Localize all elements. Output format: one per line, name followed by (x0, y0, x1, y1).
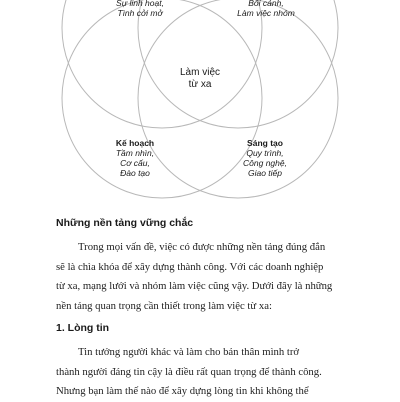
section-paragraph-2 (56, 343, 338, 402)
venn-center-line-2: từ xa (188, 79, 212, 90)
paragraph-line: thành người đáng tin cậy là điều rất quan trọng để thành công. (56, 365, 322, 378)
venn-top-left-line-2: Tình cởi mở (117, 8, 163, 19)
venn-center-text (160, 67, 240, 91)
paragraph-line: Tin tưởng người khác và làm cho bản thân mình trở (78, 346, 300, 358)
circle-top-right (138, 0, 338, 128)
venn-bottom-right-line-2: Công nghệ, (243, 158, 287, 169)
paragraph-line: từ xa, mạng lưới và nhóm làm việc cũng vậy. Dưới đây là những (56, 280, 333, 292)
circle-top-left (62, 0, 262, 128)
paragraph-line: Nhưng bạn làm thế nào để xây dựng lòng tin khi không thể (56, 385, 309, 397)
venn-bottom-left-text (90, 138, 180, 178)
venn-bottom-right-title: Sáng tạo (247, 138, 283, 148)
subheading-trust: 1. Lòng tin (56, 322, 110, 334)
paragraph-line: Trong mọi vấn đề, việc có được những nền tảng đúng đắn (78, 241, 326, 253)
venn-bottom-left-title: Kế hoạch (115, 138, 155, 148)
venn-bottom-right-line-1: Quy trình, (246, 148, 284, 159)
venn-bottom-left-line-3: Đào tạo (120, 168, 150, 179)
venn-top-right-line-1: Bối cảnh, (248, 0, 284, 8)
venn-bottom-left-line-1: Tầm nhìn, (115, 148, 155, 159)
section-heading: Những nền tảng vững chắc (56, 217, 194, 229)
venn-top-left-text (95, 0, 185, 18)
venn-top-left-line-1: Sự linh hoạt, (116, 0, 164, 8)
section-paragraph (56, 238, 338, 316)
venn-bottom-right-line-3: Giao tiếp (247, 168, 283, 179)
venn-top-right-line-2: Làm việc nhóm (237, 8, 295, 19)
venn-center-line-1: Làm việc (179, 67, 220, 78)
venn-top-right-text (216, 0, 316, 18)
venn-bottom-left-line-2: Cơ cấu, (120, 158, 150, 169)
paragraph-line: sẽ là chìa khóa để xây dựng thành công. Với các doanh nghiệp (56, 260, 324, 273)
venn-bottom-right-text (220, 138, 310, 178)
paragraph-line: nền tảng quan trọng cần thiết trong làm việc từ xa: (56, 299, 272, 312)
